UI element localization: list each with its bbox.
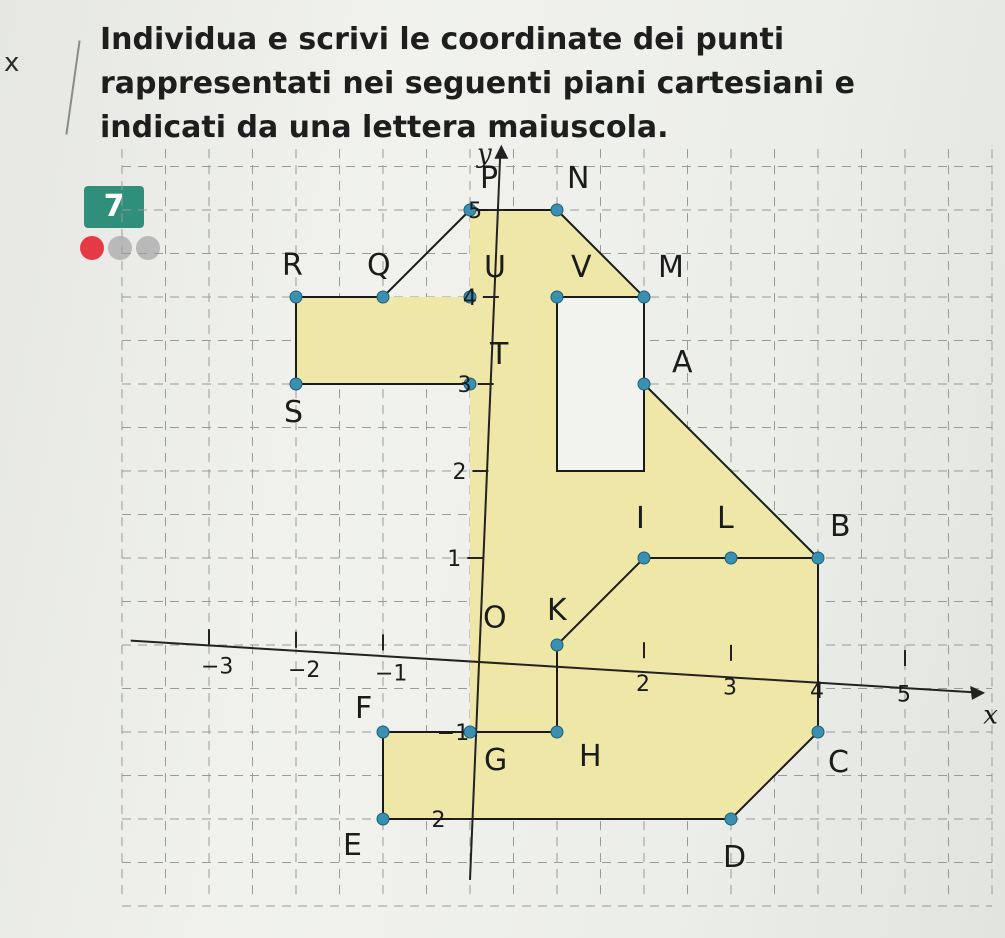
y-tick-label: 4 — [462, 286, 477, 311]
point-C — [812, 726, 824, 738]
point-label-P: P — [480, 161, 499, 196]
point-label-T: T — [490, 337, 509, 372]
point-label-C: C — [828, 745, 849, 780]
x-tick-label: −1 — [375, 661, 408, 687]
y-tick-label: 5 — [468, 199, 483, 224]
y-tick-label: 1 — [447, 547, 462, 572]
y-axis-arrow — [494, 145, 508, 159]
point-I — [638, 552, 650, 564]
point-label-E: E — [343, 828, 362, 863]
x-axis-arrow — [970, 686, 985, 700]
point-label-F: F — [355, 691, 373, 726]
point-E — [377, 813, 389, 825]
point-F — [377, 726, 389, 738]
x-tick-label: −2 — [288, 658, 321, 684]
x-axis-label: x — [983, 700, 998, 731]
y-tick-label: 2 — [431, 808, 446, 833]
point-label-N: N — [567, 161, 590, 196]
point-label-L: L — [717, 501, 734, 536]
point-label-H: H — [579, 739, 602, 774]
x-tick-label: 2 — [636, 672, 650, 698]
point-N — [551, 204, 563, 216]
point-label-V: V — [571, 250, 592, 285]
point-M — [638, 291, 650, 303]
point-label-K: K — [547, 593, 567, 628]
y-axis-label: y — [476, 139, 492, 170]
point-V — [551, 291, 563, 303]
point-label-D: D — [723, 840, 747, 875]
point-A — [638, 378, 650, 390]
point-label-B: B — [830, 509, 851, 544]
point-label-S: S — [284, 395, 304, 430]
point-label-M: M — [658, 250, 684, 285]
point-B — [812, 552, 824, 564]
x-tick-label: 4 — [810, 679, 824, 705]
point-K — [551, 639, 563, 651]
point-Q — [377, 291, 389, 303]
exercise-instruction: Individua e scrivi le coordinate dei punti rappresentati nei seguenti piani cartesiani e indicati da una lettera maiuscola. — [100, 22, 855, 145]
x-tick-label: 5 — [897, 682, 911, 708]
point-label-U: U — [484, 250, 506, 285]
y-tick-label: −1 — [436, 721, 470, 746]
point-label-R: R — [282, 248, 303, 283]
point-L — [725, 552, 737, 564]
origin-label: O — [483, 600, 507, 636]
upper-region-fill — [296, 297, 470, 384]
y-tick-label: 2 — [452, 460, 467, 485]
point-H — [551, 726, 563, 738]
point-label-A: A — [672, 345, 693, 380]
point-S — [290, 378, 302, 390]
point-label-Q: Q — [367, 248, 391, 283]
inner-cutout — [557, 297, 644, 471]
point-label-G: G — [484, 743, 508, 778]
margin-mark: x — [4, 48, 20, 78]
x-tick-label: −3 — [201, 654, 234, 680]
point-R — [290, 291, 302, 303]
y-tick-label: 3 — [457, 373, 472, 398]
point-label-I: I — [636, 501, 645, 536]
point-D — [725, 813, 737, 825]
exercise-number: 7 — [84, 186, 144, 228]
x-tick-label: 3 — [723, 675, 737, 701]
